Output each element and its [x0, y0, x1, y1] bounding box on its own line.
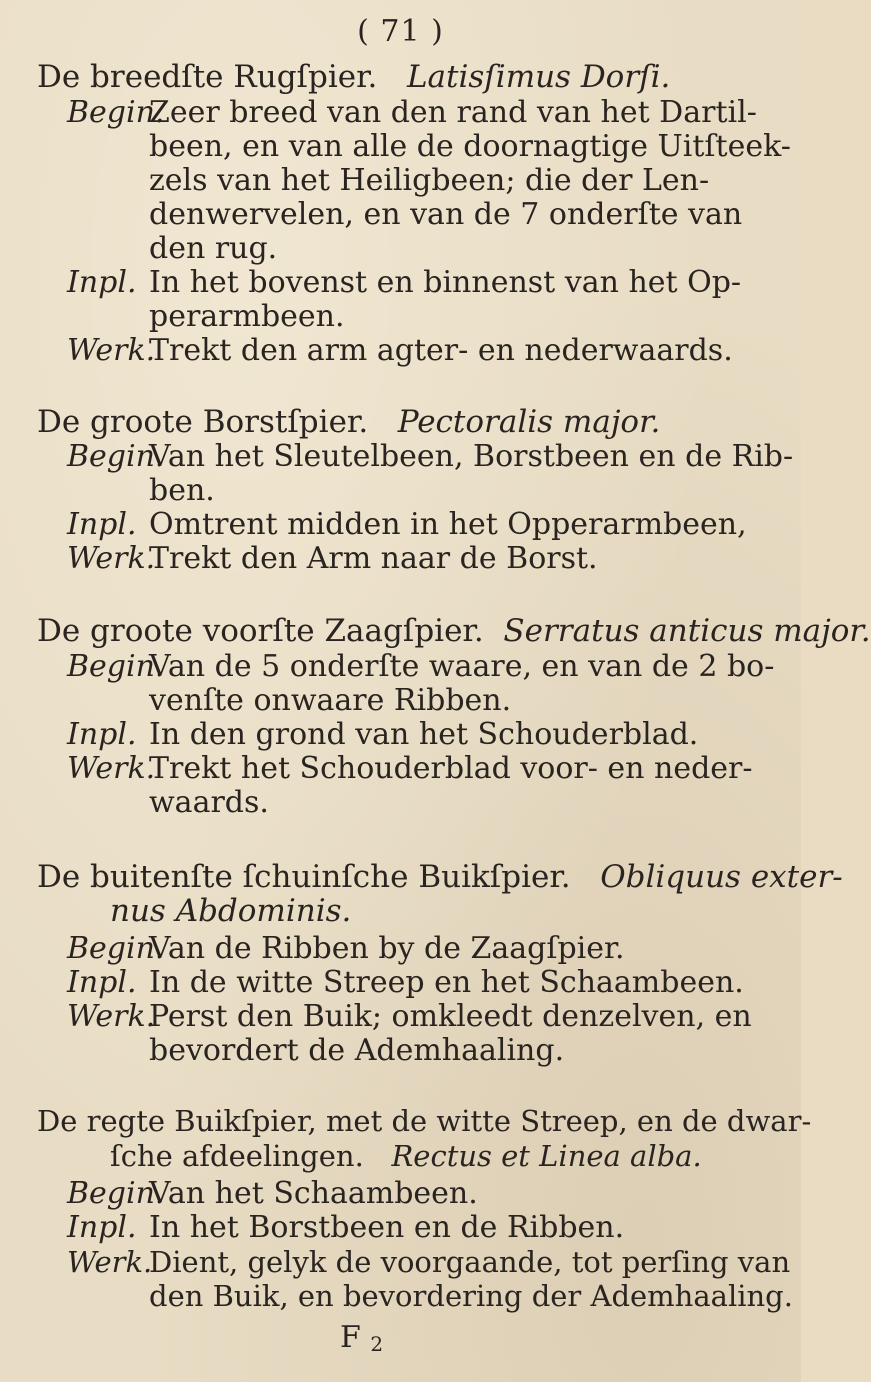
- entry-title-text: De groote Borstſpier.: [37, 404, 369, 440]
- werk-row: [67, 752, 787, 786]
- inpl-row: [67, 1211, 787, 1245]
- inpl-label: Inpl.: [67, 1210, 137, 1245]
- entry-latin-name: Pectoralis major.: [397, 404, 661, 440]
- begin-text: Van de Ribben by de Zaagſpier.: [149, 931, 625, 966]
- entry-latin-cont: [110, 894, 770, 929]
- begin-text-cont: den rug.: [149, 231, 278, 266]
- begin-text: Van het Sleutelbeen, Borstbeen en de Rib-: [149, 439, 794, 474]
- werk-label: Werk.: [67, 1245, 153, 1279]
- werk-text: Trekt het Schouderblad voor- en neder-: [149, 751, 753, 786]
- werk-row: [67, 542, 787, 576]
- werk-text-cont: waards.: [149, 785, 269, 820]
- begin-text-cont: been, en van alle de doornagtige Uitſteek-: [149, 129, 791, 164]
- begin-label: Begin.: [67, 95, 165, 130]
- begin-row: [67, 96, 787, 130]
- entry-latin-name: Obliquus exter-: [600, 859, 843, 895]
- signature-letter: F: [340, 1320, 361, 1355]
- entry-latin-name: Latisſimus Dorſi.: [406, 59, 671, 95]
- werk-text: Dient, gelyk de voorgaande, tot perſing van: [149, 1245, 791, 1279]
- printer-signature: [340, 1320, 383, 1356]
- inpl-text-cont: perarmbeen.: [149, 299, 345, 334]
- werk-text: Trekt den Arm naar de Borst.: [149, 541, 598, 576]
- werk-row: [67, 1245, 791, 1279]
- entry-title-cont: [110, 1139, 770, 1174]
- inpl-label: Inpl.: [67, 965, 137, 1000]
- entry-title-latissimus: [37, 60, 777, 95]
- begin-row: [67, 932, 787, 966]
- inpl-text: In de witte Streep en het Schaambeen.: [149, 965, 744, 1000]
- werk-text: Perst den Buik; omkleedt denzelven, en: [149, 999, 752, 1034]
- begin-label: Begin.: [67, 931, 165, 966]
- werk-label: Werk.: [67, 999, 156, 1034]
- entry-latin-name: Rectus et Linea alba.: [391, 1139, 702, 1173]
- inpl-row: [67, 508, 787, 542]
- begin-text-cont: venſte onwaare Ribben.: [149, 683, 512, 718]
- inpl-label: Inpl.: [67, 507, 137, 542]
- begin-text: Van het Schaambeen.: [149, 1176, 478, 1211]
- werk-row: [67, 334, 787, 368]
- begin-label: Begin.: [67, 439, 165, 474]
- entry-title-text: De buitenſte ſchuinſche Buikſpier.: [37, 859, 571, 895]
- inpl-text: Omtrent midden in het Opperarmbeen,: [149, 507, 747, 542]
- inpl-text: In het Borstbeen en de Ribben.: [149, 1210, 625, 1245]
- signature-number: 2: [370, 1332, 384, 1356]
- inpl-label: Inpl.: [67, 717, 137, 752]
- werk-text-cont: den Buik, en bevordering der Ademhaaling.: [149, 1279, 793, 1313]
- begin-text-cont: denwervelen, en van de 7 onderſte van: [149, 197, 743, 232]
- entry-title-rectus: [37, 1104, 812, 1139]
- inpl-row: [67, 718, 787, 752]
- entry-title-text-cont: ſche afdeelingen.: [110, 1139, 364, 1173]
- entry-title-obliquus: [37, 859, 843, 895]
- entry-title-pectoralis: [37, 405, 777, 440]
- inpl-row: [67, 966, 787, 1000]
- begin-row: [67, 650, 787, 684]
- begin-text-cont: zels van het Heiligbeen; die der Len-: [149, 163, 710, 198]
- entry-title-text: De groote voorſte Zaagſpier.: [37, 613, 484, 649]
- werk-label: Werk.: [67, 541, 156, 576]
- entry-title-text: De breedſte Rugſpier.: [37, 59, 378, 95]
- werk-text: Trekt den arm agter- en nederwaards.: [149, 333, 733, 368]
- entry-latin-name-cont: nus Abdominis.: [110, 893, 352, 929]
- werk-row: [67, 1000, 787, 1034]
- werk-label: Werk.: [67, 333, 156, 368]
- inpl-text: In den grond van het Schouderblad.: [149, 717, 699, 752]
- werk-label: Werk.: [67, 751, 156, 786]
- entry-title-serratus: [37, 613, 871, 649]
- begin-row: [67, 439, 794, 474]
- inpl-text: In het bovenst en binnenst van het Op-: [149, 265, 742, 300]
- begin-text-cont: ben.: [149, 473, 215, 508]
- page-number: ( 71 ): [357, 14, 444, 49]
- inpl-label: Inpl.: [67, 265, 137, 300]
- werk-text-cont: bevordert de Ademhaaling.: [149, 1033, 565, 1068]
- begin-label: Begin.: [67, 649, 165, 684]
- begin-text: Van de 5 onderſte waare, en van de 2 bo-: [149, 649, 775, 684]
- inpl-row: [67, 266, 787, 300]
- entry-latin-name: Serratus anticus major.: [503, 613, 871, 649]
- begin-label: Begin.: [67, 1176, 165, 1211]
- begin-row: [67, 1177, 787, 1211]
- begin-text: Zeer breed van den rand van het Dartil-: [149, 95, 757, 130]
- entry-title-text: De regte Buikſpier, met de witte Streep, en de dwar-: [37, 1104, 812, 1138]
